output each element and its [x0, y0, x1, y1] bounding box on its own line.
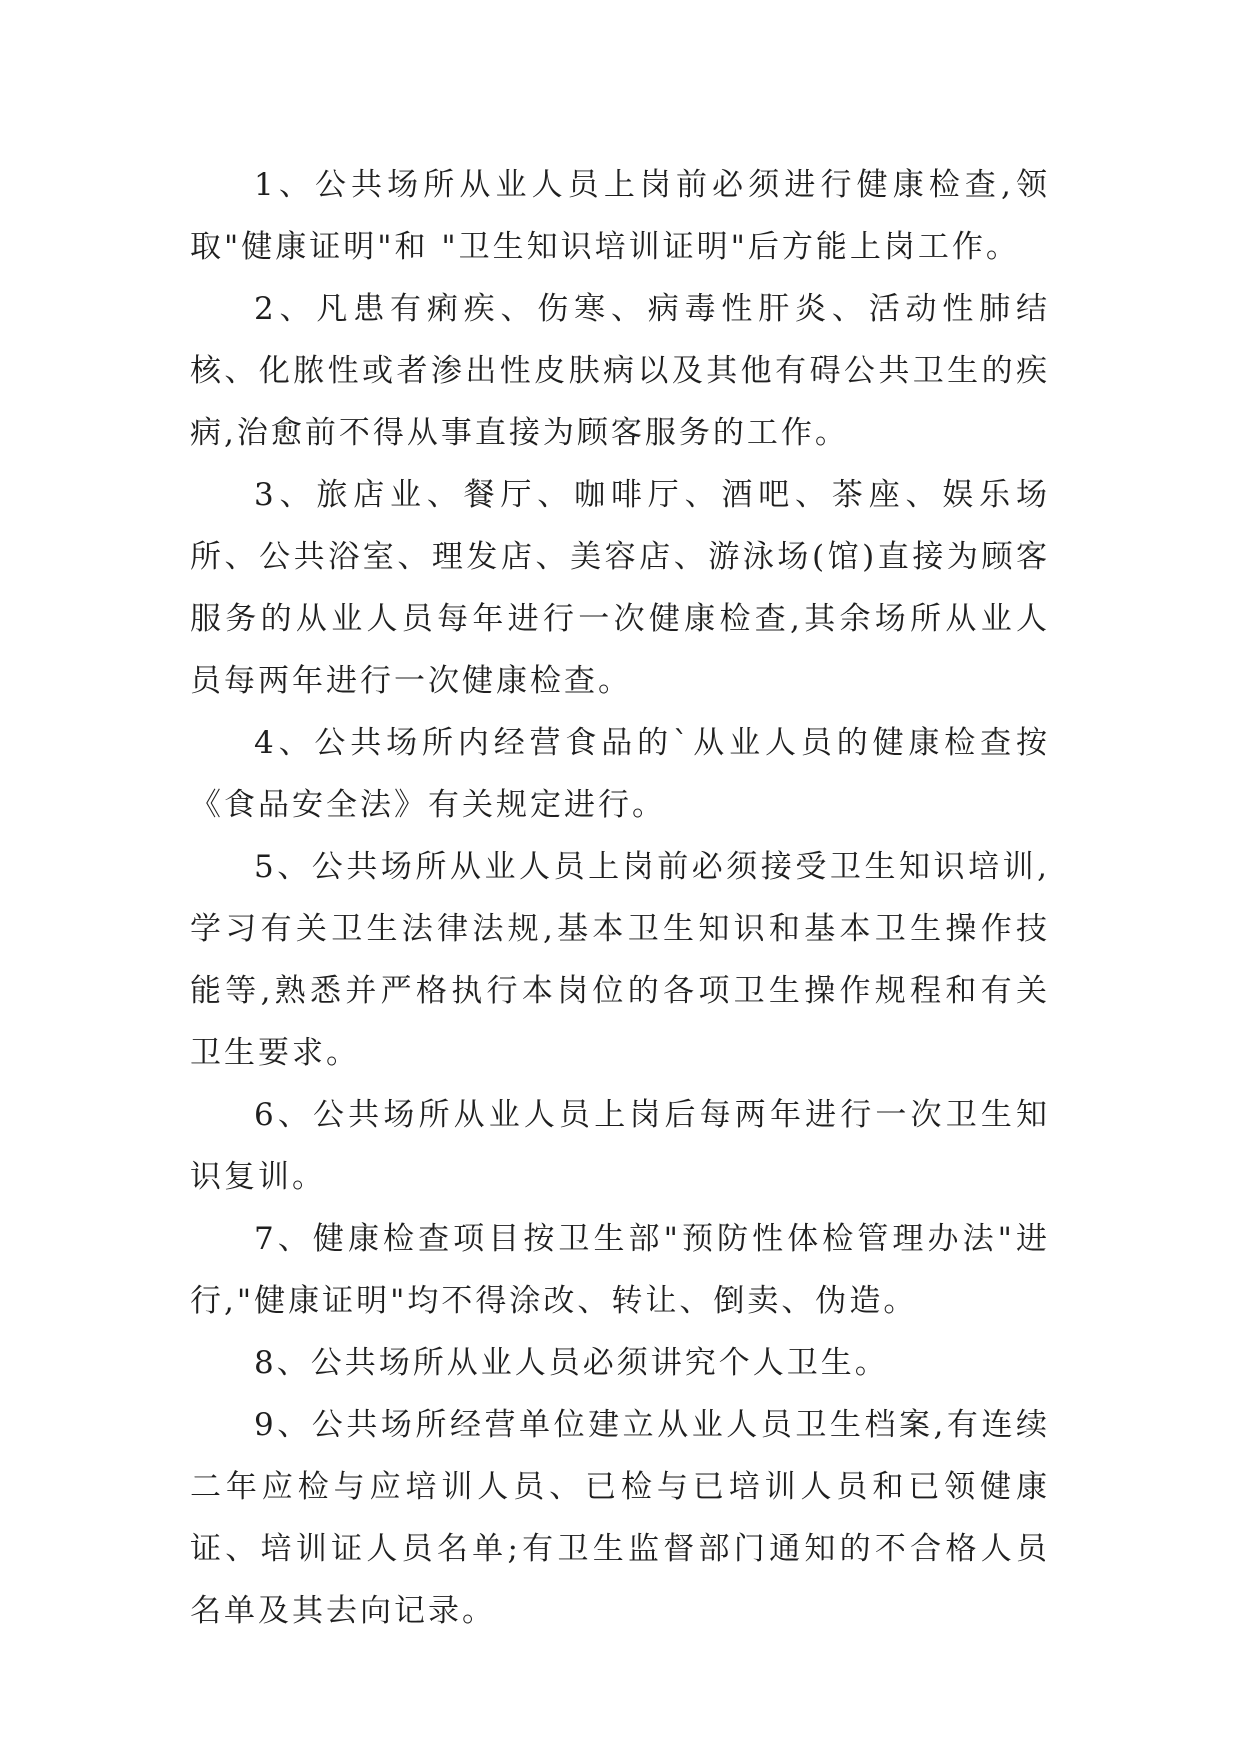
paragraph-3: 3、旅店业、餐厅、咖啡厅、酒吧、茶座、娱乐场所、公共浴室、理发店、美容店、游泳场(馆)直接为顾客服务的从业人员每年进行一次健康检查,其余场所从业人员每两年进行一次健康检查。: [190, 477, 1050, 699]
document-body: [190, 154, 1050, 1642]
paragraph-4: 4、公共场所内经营食品的`从业人员的健康检查按《食品安全法》有关规定进行。: [190, 725, 1050, 823]
paragraph-5: 5、公共场所从业人员上岗前必须接受卫生知识培训,学习有关卫生法律法规,基本卫生知识和基本卫生操作技能等,熟悉并严格执行本岗位的各项卫生操作规程和有关卫生要求。: [190, 849, 1050, 1071]
paragraph-6: 6、公共场所从业人员上岗后每两年进行一次卫生知识复训。: [190, 1097, 1050, 1195]
paragraph-2: 2、凡患有痢疾、伤寒、病毒性肝炎、活动性肺结核、化脓性或者渗出性皮肤病以及其他有碍公共卫生的疾病,治愈前不得从事直接为顾客服务的工作。: [190, 291, 1050, 451]
paragraph-9: 9、公共场所经营单位建立从业人员卫生档案,有连续二年应检与应培训人员、已检与已培训人员和已领健康证、培训证人员名单;有卫生监督部门通知的不合格人员名单及其去向记录。: [190, 1407, 1050, 1629]
paragraph-7: 7、健康检查项目按卫生部"预防性体检管理办法"进行,"健康证明"均不得涂改、转让、倒卖、伪造。: [190, 1221, 1050, 1319]
paragraph-8: 8、公共场所从业人员必须讲究个人卫生。: [254, 1345, 889, 1381]
paragraph-1: 1、公共场所从业人员上岗前必须进行健康检查,领取"健康证明"和 "卫生知识培训证明"后方能上岗工作。: [190, 167, 1050, 265]
